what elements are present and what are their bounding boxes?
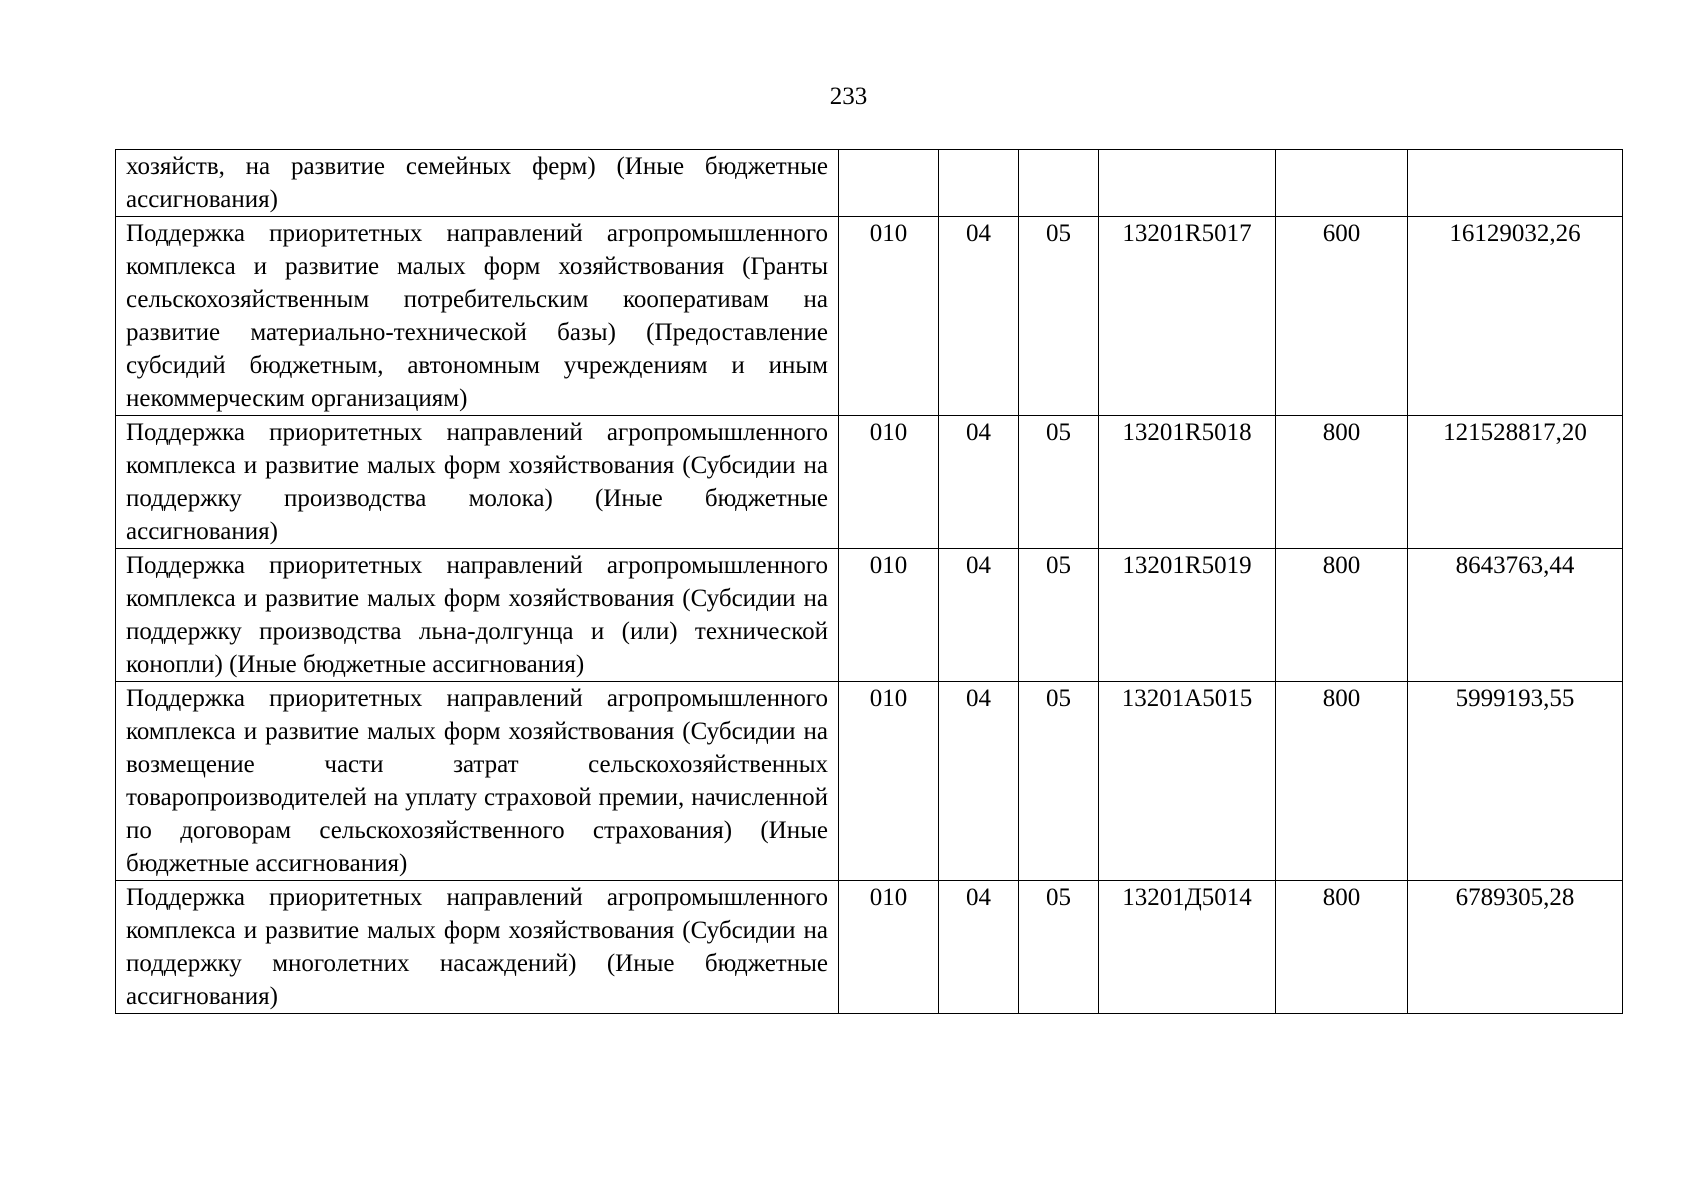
row-description: хозяйств, на развитие семейных ферм) (Иные бюджетные ассигнования) [116, 150, 839, 217]
row-section: 04 [939, 217, 1019, 416]
row-description: Поддержка приоритетных направлений агропромышленного комплекса и развитие малых форм хозяйствования (Субсидии на поддержку многолетних насаждений) (Иные бюджетные ассигнования) [116, 881, 839, 1014]
row-target [1099, 150, 1276, 217]
row-code: 010 [839, 416, 939, 549]
row-target: 13201R5019 [1099, 549, 1276, 682]
row-code: 010 [839, 549, 939, 682]
row-expense-type [1276, 150, 1408, 217]
row-code [839, 150, 939, 217]
row-section: 04 [939, 416, 1019, 549]
row-expense-type: 600 [1276, 217, 1408, 416]
row-subsection: 05 [1019, 549, 1099, 682]
row-amount: 121528817,20 [1408, 416, 1623, 549]
row-section [939, 150, 1019, 217]
row-subsection: 05 [1019, 416, 1099, 549]
row-code: 010 [839, 881, 939, 1014]
table-row [116, 416, 1623, 549]
row-subsection: 05 [1019, 881, 1099, 1014]
row-amount: 6789305,28 [1408, 881, 1623, 1014]
table-row [116, 881, 1623, 1014]
row-subsection [1019, 150, 1099, 217]
row-expense-type: 800 [1276, 881, 1408, 1014]
row-section: 04 [939, 549, 1019, 682]
row-code: 010 [839, 682, 939, 881]
row-amount: 16129032,26 [1408, 217, 1623, 416]
row-expense-type: 800 [1276, 549, 1408, 682]
row-target: 13201Д5014 [1099, 881, 1276, 1014]
row-amount: 5999193,55 [1408, 682, 1623, 881]
row-expense-type: 800 [1276, 416, 1408, 549]
row-target: 13201R5017 [1099, 217, 1276, 416]
row-description: Поддержка приоритетных направлений агропромышленного комплекса и развитие малых форм хозяйствования (Субсидии на поддержку производства молока) (Иные бюджетные ассигнования) [116, 416, 839, 549]
row-section: 04 [939, 682, 1019, 881]
row-target: 13201R5018 [1099, 416, 1276, 549]
row-description: Поддержка приоритетных направлений агропромышленного комплекса и развитие малых форм хозяйствования (Субсидии на возмещение части затрат сельскохозяйственных товаропроизводителей на уплату страховой премии, начисленной по договорам сельскохозяйственного страхования) (Иные бюджетные ассигнования) [116, 682, 839, 881]
budget-table [115, 149, 1623, 1014]
row-expense-type: 800 [1276, 682, 1408, 881]
page-number: 233 [829, 83, 868, 110]
table-row [116, 682, 1623, 881]
table-row [116, 549, 1623, 682]
row-section: 04 [939, 881, 1019, 1014]
row-target: 13201A5015 [1099, 682, 1276, 881]
row-subsection: 05 [1019, 217, 1099, 416]
row-amount: 8643763,44 [1408, 549, 1623, 682]
row-code: 010 [839, 217, 939, 416]
row-description: Поддержка приоритетных направлений агропромышленного комплекса и развитие малых форм хозяйствования (Субсидии на поддержку производства льна-долгунца и (или) технической конопли) (Иные бюджетные ассигнования) [116, 549, 839, 682]
row-description: Поддержка приоритетных направлений агропромышленного комплекса и развитие малых форм хозяйствования (Гранты сельскохозяйственным потребительским кооперативам на развитие материально-технической базы) (Предоставление субсидий бюджетным, автономным учреждениям и иным некоммерческим организациям) [116, 217, 839, 416]
row-subsection: 05 [1019, 682, 1099, 881]
table-row [116, 150, 1623, 217]
row-amount [1408, 150, 1623, 217]
table-row [116, 217, 1623, 416]
